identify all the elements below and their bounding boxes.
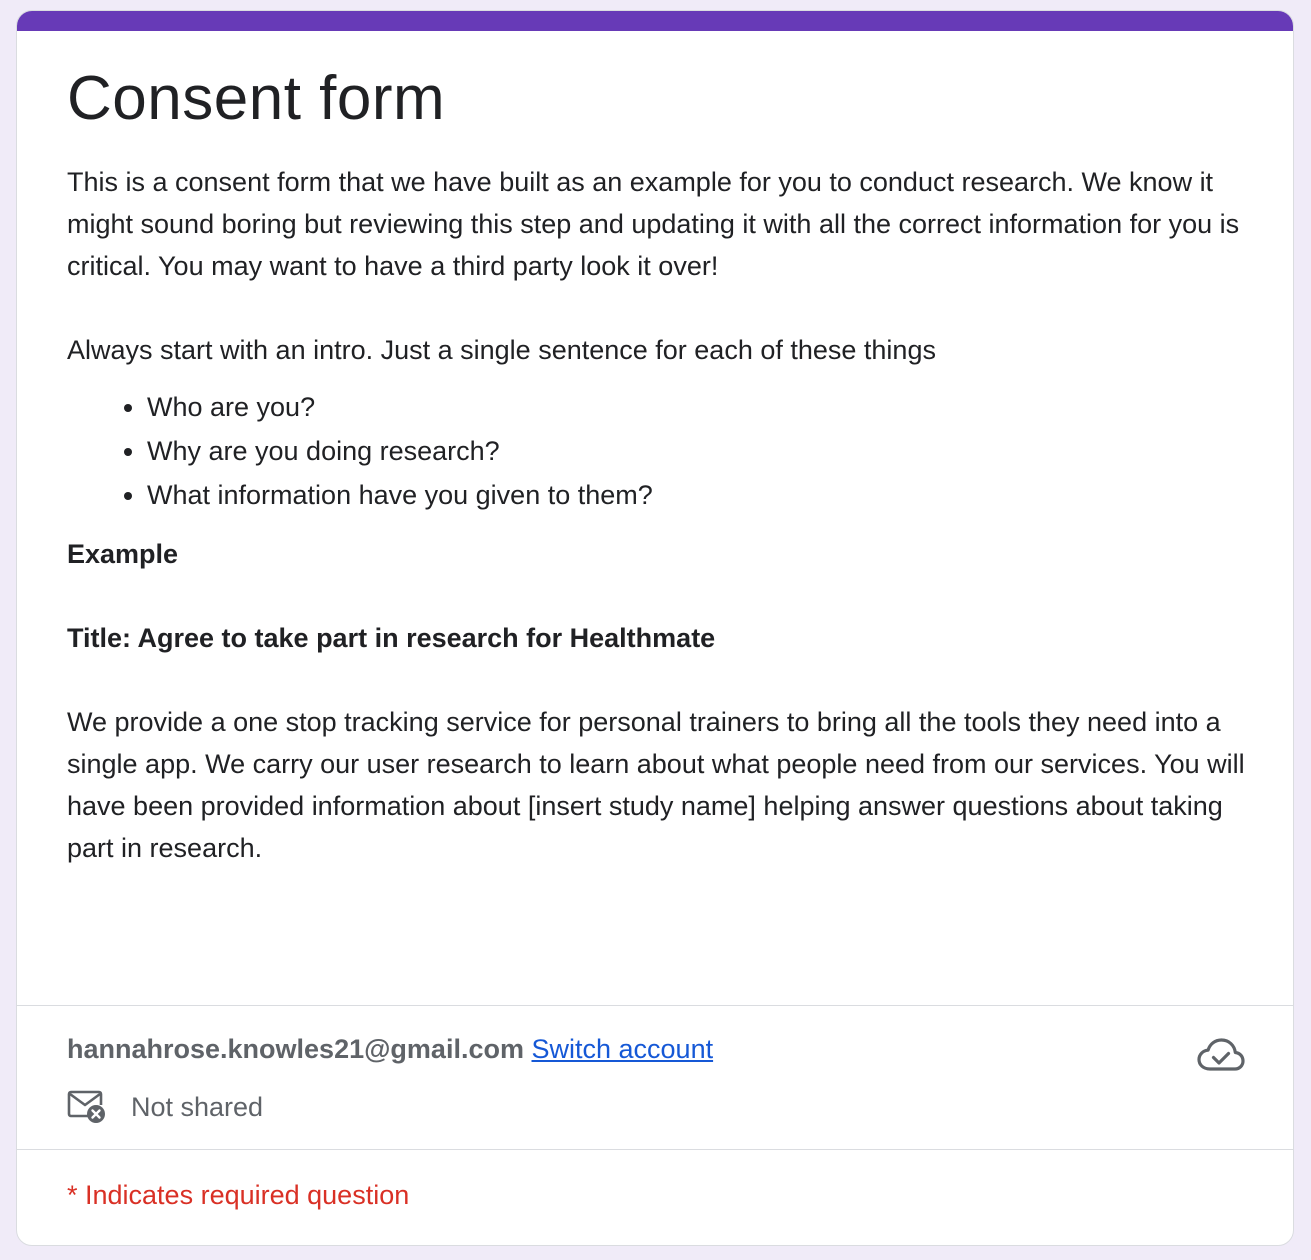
form-title: Consent form [67,64,446,133]
form-header-card [16,10,1294,1246]
divider [17,1005,1293,1006]
bullet-list [67,385,1247,517]
switch-account-link[interactable]: Switch account [531,1034,714,1064]
bullet-item: • What information have you given to them? [147,473,1247,517]
account-row [67,1031,713,1067]
account-email: hannahrose.knowles21@gmail.com [67,1034,524,1064]
description-paragraph: This is a consent form that we have built as an example for you to conduct research. We know it might sound boring but reviewing this step and updating it with all the correct information for you is critical. You may want to have a third party look it over! [67,167,1240,281]
bullet-item: • Who are you? [147,385,1247,429]
divider [17,1149,1293,1150]
mail-off-icon [67,1089,107,1125]
sharing-status-row [67,1087,263,1127]
example-heading: Example [67,539,179,569]
bullet-item: • Why are you doing research? [147,429,1247,473]
description-paragraph: Always start with an intro. Just a single sentence for each of these things [67,335,936,365]
description-paragraph: We provide a one stop tracking service for personal trainers to bring all the tools they need into a single app. We carry our user research to learn about what people need from our services. You will have been provided information about [insert study name] helping answer questions about taking part in research. [67,707,1245,863]
cloud-check-icon[interactable] [1197,1037,1245,1073]
form-description [67,161,1247,869]
required-question-note: * Indicates required question [67,1180,410,1210]
example-title: Title: Agree to take part in research for Healthmate [67,623,716,653]
accent-bar [17,11,1293,31]
sharing-status-text: Not shared [131,1091,264,1122]
